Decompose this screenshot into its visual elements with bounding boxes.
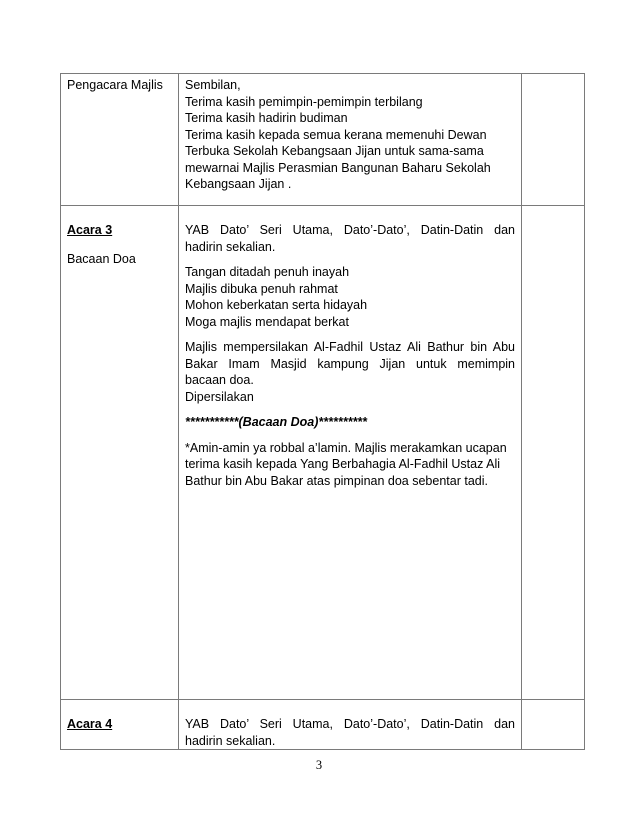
greeting-line: YAB Dato’ Seri Utama, Dato’-Dato’, Datin-Datin dan [185, 223, 515, 237]
program-script-table [60, 73, 585, 750]
notes-cell [522, 206, 585, 700]
speaker-cell [61, 74, 179, 206]
table-row [61, 700, 585, 750]
invite-line: Dipersilakan [185, 389, 254, 404]
script-line: Terima kasih kepada semua kerana memenuhi Dewan [185, 127, 487, 142]
invite-line: Bakar Imam Masjid kampung Jijan untuk memimpin [185, 356, 515, 371]
script-cell [179, 700, 522, 750]
table-row [61, 206, 585, 700]
closing-line: terima kasih kepada Yang Berbahagia Al-Fadhil Ustaz Ali [185, 457, 500, 471]
event-subtitle: Bacaan Doa [67, 251, 136, 266]
notes-cell [522, 74, 585, 206]
script-line: Sembilan, [185, 78, 241, 92]
invite-line: bacaan doa. [185, 373, 254, 387]
greeting-line: hadirin sekalian. [185, 239, 276, 254]
closing-line: *Amin-amin ya robbal a’lamin. Majlis merakamkan ucapan [185, 440, 507, 455]
script-cell [179, 74, 522, 206]
event-cell [61, 700, 179, 750]
pantun-line: Mohon keberkatan serta hidayah [185, 298, 368, 312]
greeting-line: hadirin sekalian. [185, 733, 276, 748]
table-row [61, 74, 585, 206]
speaker-label: Pengacara Majlis [67, 78, 163, 92]
prayer-marker: ***********(Bacaan Doa)********** [185, 415, 368, 429]
event-title: Acara 3 [67, 223, 113, 237]
page-number: 3 [315, 758, 323, 772]
pantun-line: Moga majlis mendapat berkat [185, 314, 349, 329]
event-title: Acara 4 [67, 717, 113, 731]
script-line: Terima kasih pemimpin-pemimpin terbilang [185, 94, 423, 109]
event-cell [61, 206, 179, 700]
pantun-line: Majlis dibuka penuh rahmat [185, 281, 338, 296]
greeting-line: YAB Dato’ Seri Utama, Dato’-Dato’, Datin-Datin dan [185, 717, 515, 731]
script-line: Kebangsaan Jijan . [185, 177, 292, 191]
closing-line: Bathur bin Abu Bakar atas pimpinan doa sebentar tadi. [185, 473, 488, 488]
notes-cell [522, 700, 585, 750]
invite-line: Majlis mempersilakan Al-Fadhil Ustaz Ali Bathur bin Abu [185, 340, 515, 354]
script-line: Terima kasih hadirin budiman [185, 111, 348, 125]
script-line: mewarnai Majlis Perasmian Bangunan Baharu Sekolah [185, 160, 491, 175]
pantun-line: Tangan ditadah penuh inayah [185, 265, 350, 279]
script-cell [179, 206, 522, 700]
script-line: Terbuka Sekolah Kebangsaan Jijan untuk sama-sama [185, 144, 484, 158]
